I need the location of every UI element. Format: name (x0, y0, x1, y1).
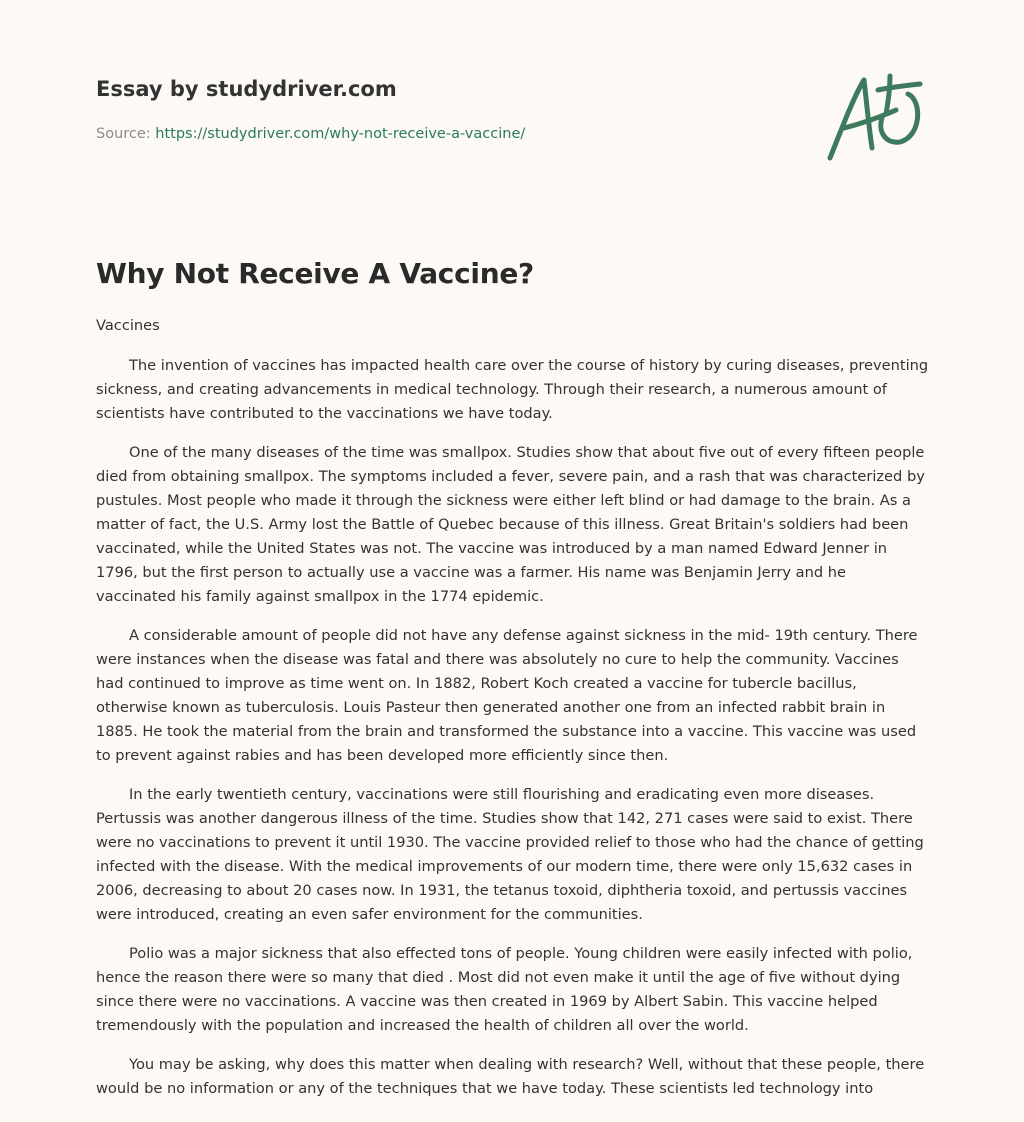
source-link[interactable]: https://studydriver.com/why-not-receive-a-vaccine/ (155, 126, 526, 142)
brand-title: Essay by studydriver.com (96, 77, 397, 101)
source-label: Source: (96, 126, 156, 142)
essay-paragraph: A considerable amount of people did not have any defense against sickness in the mid- 19th century. There were instances when the disease was fatal and there was absolutely no cure to help the community. Vaccines had continued to improve as time went on. In 1882, Robert Koch created a vaccine for tubercle bacillus, otherwise known as tuberculosis. Louis Pasteur then generated another one from an infected rabbit brain in 1885. He took the material from the brain and transformed the substance into a vaccine. This vaccine was used to prevent against rabies and has been developed more efficiently since then. (96, 627, 918, 764)
essay-subject: Vaccines (96, 317, 160, 334)
essay-header (96, 74, 796, 144)
essay-title: Why Not Receive A Vaccine? (96, 257, 534, 290)
essay-paragraph: You may be asking, why does this matter when dealing with research? Well, without that these people, there would be no information or any of the techniques that we have today. These scientists led technology into (96, 1056, 925, 1097)
essay-paragraph: Polio was a major sickness that also effected tons of people. Young children were easily infected with polio, hence the reason there were so many that died . Most did not even make it until the age of five without dying since there were no vaccinations. A vaccine was then created in 1969 by Albert Sabin. This vaccine helped tremendously with the population and increased the health of children all over the world. (96, 945, 913, 1034)
essay-paragraph: In the early twentieth century, vaccinations were still flourishing and eradicating even more diseases. Pertussis was another dangerous illness of the time. Studies show that 142, 271 cases were said to exist. There were no vaccinations to prevent it until 1930. The vaccine provided relief to those who had the chance of getting infected with the disease. With the medical improvements of our modern time, there were only 15,632 cases in 2006, decreasing to about 20 cases now. In 1931, the tetanus toxoid, diphtheria toxoid, and pertussis vaccines were introduced, creating an even safer environment for the communities. (96, 786, 924, 923)
essay-paragraph: One of the many diseases of the time was smallpox. Studies show that about five out of every fifteen people died from obtaining smallpox. The symptoms included a fever, severe pain, and a rash that was characterized by pustules. Most people who made it through the sickness were either left blind or had damage to the brain. As a matter of fact, the U.S. Army lost the Battle of Quebec because of this illness. Great Britain's soldiers had been vaccinated, while the United States was not. The vaccine was introduced by a man named Edward Jenner in 1796, but the first person to actually use a vaccine was a farmer. His name was Benjamin Jerry and he vaccinated his family against smallpox in the 1774 epidemic. (96, 444, 925, 605)
essay-paragraph: The invention of vaccines has impacted health care over the course of history by curing diseases, preventing sickness, and creating advancements in medical technology. Through their research, a numerous amount of scientists have contributed to the vaccinations we have today. (96, 357, 929, 422)
essay-body (96, 314, 930, 1116)
source-line (96, 124, 796, 144)
a-plus-logo-icon (820, 66, 930, 166)
